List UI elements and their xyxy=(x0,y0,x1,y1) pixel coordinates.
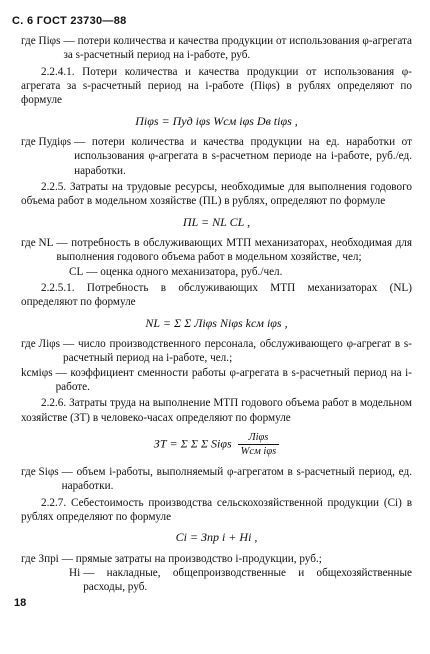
definition-s xyxy=(21,465,412,494)
definition-text: — объем i-работы, выполняемый φ-агрегатом в s-расчетный период, ед. наработки. xyxy=(61,465,412,493)
definition-text: — потери количества и качества продукции на ед. наработки от использования φ-агрегата в s-расчетном периоде на i-работе, руб./ед. наработки. xyxy=(74,136,412,177)
definition-l xyxy=(21,337,412,366)
definition-symbol: где Пудiφs xyxy=(21,136,72,148)
document-body xyxy=(21,34,412,595)
paragraph-2-2-5: 2.2.5. Затраты на трудовые ресурсы, необходимые для выполнения годового объема работ в модельном хозяйстве (ПL) в рублях, определяют по формуле xyxy=(21,180,412,208)
page-header: С. 6 ГОСТ 23730—88 xyxy=(12,15,127,27)
definition-symbol: где NL xyxy=(21,237,54,249)
formula-labor-cost: ПL = NL CL , xyxy=(182,214,251,229)
definition-symbol: где Лiφs xyxy=(21,338,60,350)
definition-z xyxy=(21,552,412,566)
fraction-denominator: Wсм iφs xyxy=(240,446,277,458)
formula-losses: Пiφs = Пуд iφs Wсм iφs Dв tiφs , xyxy=(135,113,298,128)
formula-operators-need: NL = Σ Σ Лiφs Niφs kсм iφs , xyxy=(145,315,288,330)
definition-pud xyxy=(21,135,412,178)
definition-symbol: kсмiφs xyxy=(21,366,53,379)
paragraph-2-2-4-1: 2.2.4.1. Потери количества и качества продукции от использования φ-агрегата за s-расчетный период на i-работе (Пiφs) в рублях определяют по формуле xyxy=(21,65,412,107)
definition-k xyxy=(21,366,412,395)
definition-nl xyxy=(21,236,412,265)
formula-labor-hours xyxy=(21,431,412,459)
definition-symbol: CL xyxy=(69,265,84,278)
definition-symbol: где Siφs xyxy=(21,465,59,478)
definition-text: — накладные, общепроизводственные и общехозяйственные расходы, руб. xyxy=(83,566,412,594)
definition-text: — оценка одного механизатора, руб./чел. xyxy=(86,265,283,278)
definition-text: — прямые затраты на производство i-продукции, руб.; xyxy=(61,552,322,565)
definition-text: — потребность в обслуживающих МТП механизаторах, необходимая для выполнения годового объема работ в модельном хозяйстве, чел; xyxy=(56,237,412,264)
fraction-numerator: Лiφs xyxy=(238,431,280,445)
page-number: 18 xyxy=(14,597,27,609)
formula-cost-price: Ci = Зпр i + Hi , xyxy=(175,530,258,545)
formula-fraction xyxy=(238,431,280,459)
definition-symbol: где Зпрi xyxy=(21,552,59,565)
formula-left: ЗТ = Σ Σ Σ Siφs xyxy=(153,436,232,451)
definition-h xyxy=(21,566,412,595)
definition-text: — коэффициент сменности работы φ-агрегата в s-расчетный период на i-работе. xyxy=(55,366,412,393)
definition-text: — число производственного персонала, обслуживающего φ-агрегат в s-расчетный период на i-работе, чел.; xyxy=(63,338,412,365)
definition-pi xyxy=(21,34,412,63)
definition-cl xyxy=(21,265,412,279)
paragraph-2-2-7: 2.2.7. Себестоимость производства сельскохозяйственной продукции (Ci) в рублях определяют по формуле xyxy=(21,496,412,523)
definition-text: — потери количества и качества продукции от использования φ-агрегата за s-расчетный период на i-работе, руб. xyxy=(63,35,412,62)
paragraph-2-2-5-1: 2.2.5.1. Потребность в обслуживающих МТП механизаторах (NL) определяют по формуле xyxy=(21,281,412,309)
definition-symbol: где Пiφs xyxy=(21,35,61,47)
definition-symbol: Hi xyxy=(69,566,81,579)
paragraph-2-2-6: 2.2.6. Затраты труда на выполнение МТП годового объема работ в модельном хозяйстве (ЗТ) в человеко-часах определяют по формуле xyxy=(21,397,412,424)
